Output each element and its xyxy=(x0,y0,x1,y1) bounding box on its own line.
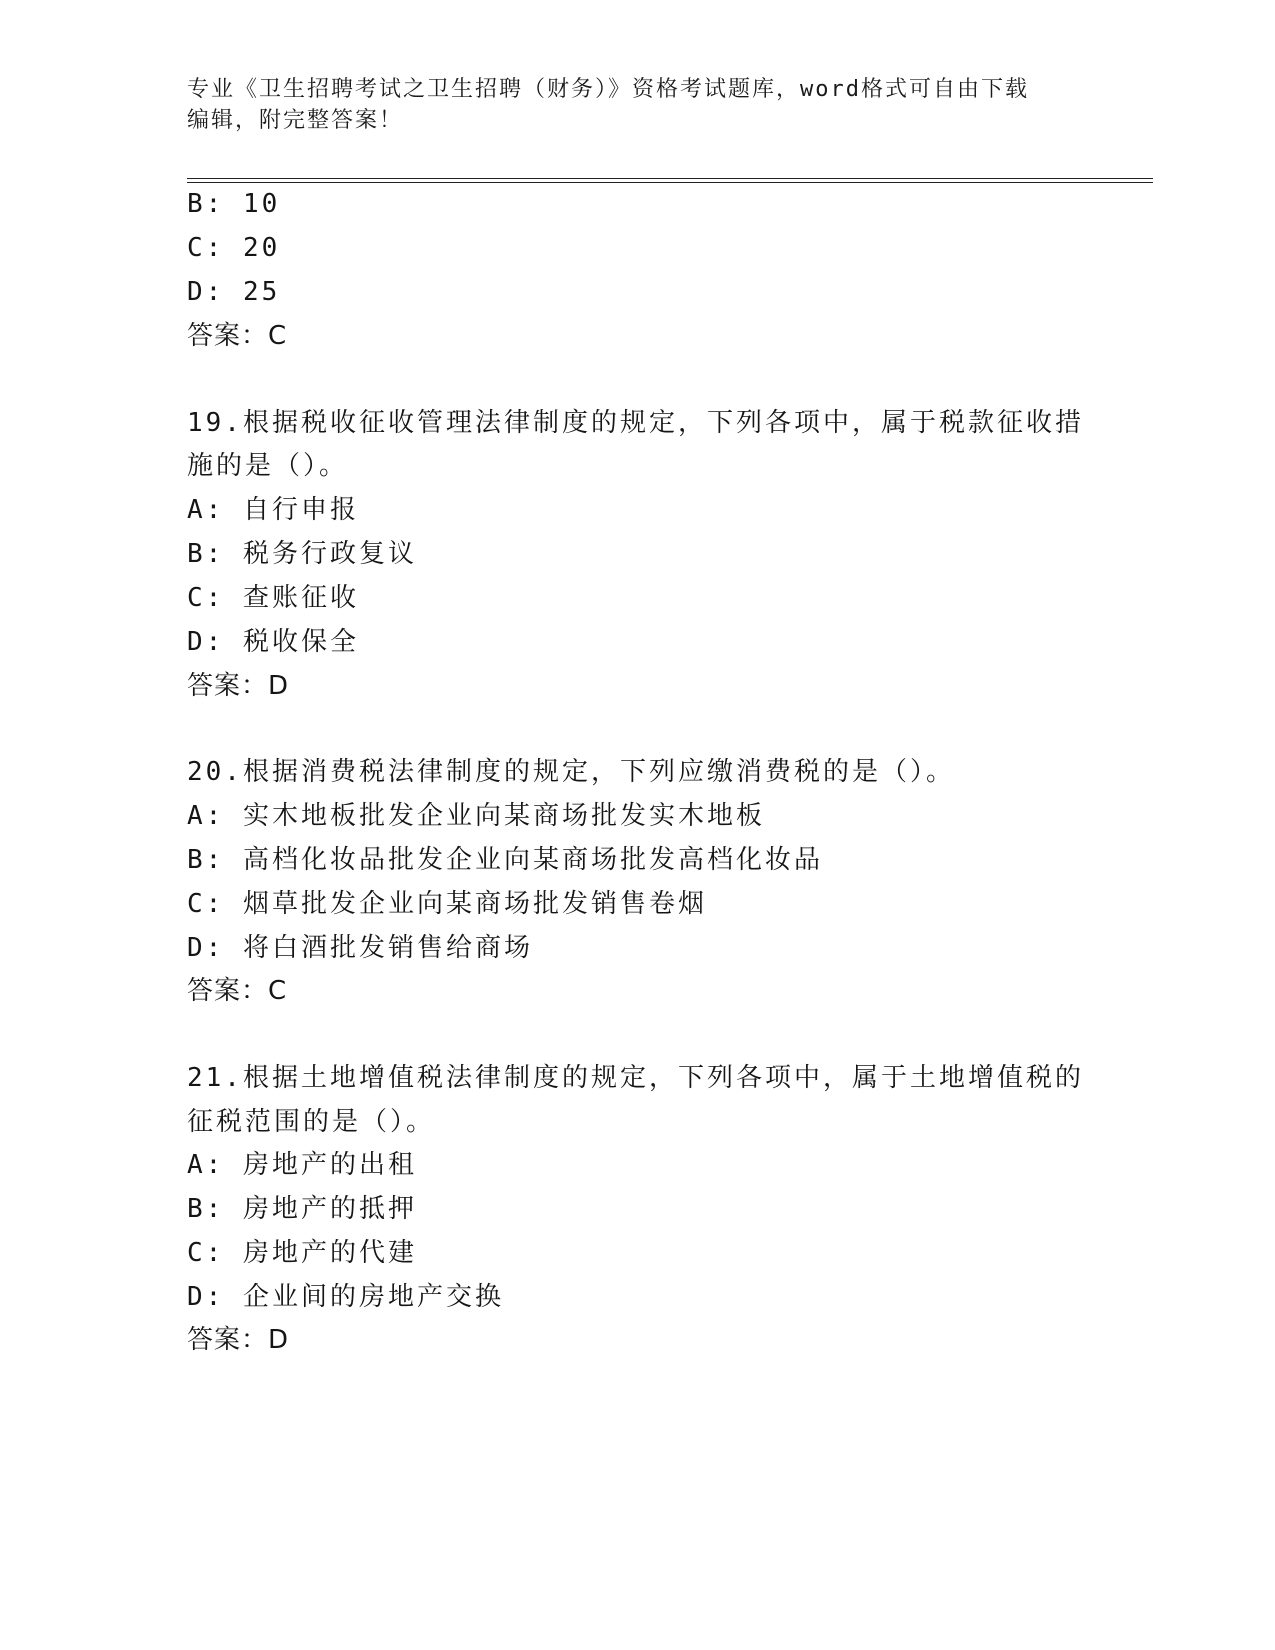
header-line-2: 编辑，附完整答案！ xyxy=(187,108,404,133)
q21-option-c: C: 房地产的代建 xyxy=(187,1238,417,1268)
q20-option-b: B: 高档化妆品批发企业向某商场批发高档化妆品 xyxy=(187,845,823,875)
q19-option-d: D: 税收保全 xyxy=(187,627,359,657)
q21-stem-line-2: 征税范围的是（）。 xyxy=(187,1107,436,1137)
q20-option-a: A: 实木地板批发企业向某商场批发实木地板 xyxy=(187,801,765,831)
q20-option-d: D: 将白酒批发销售给商场 xyxy=(187,933,533,963)
document-header xyxy=(187,74,1067,136)
q19-option-c: C: 查账征收 xyxy=(187,583,359,613)
q20-option-c: C: 烟草批发企业向某商场批发销售卷烟 xyxy=(187,889,707,919)
q20-stem-line-1: 20.根据消费税法律制度的规定，下列应缴消费税的是（）。 xyxy=(187,757,955,787)
q21-stem-line-1: 21.根据土地增值税法律制度的规定，下列各项中，属于土地增值税的 xyxy=(187,1063,1084,1093)
header-line-1: 专业《卫生招聘考试之卫生招聘（财务）》资格考试题库，word格式可自由下载 xyxy=(187,77,1029,102)
q21-answer: 答案：D xyxy=(187,1325,290,1355)
prev-option-b: B: 10 xyxy=(187,189,281,219)
q20-answer: 答案：C xyxy=(187,976,288,1006)
prev-option-c: C: 20 xyxy=(187,233,281,263)
q19-stem-line-2: 施的是（）。 xyxy=(187,451,349,481)
q21-option-a: A: 房地产的出租 xyxy=(187,1150,417,1180)
q19-answer: 答案：D xyxy=(187,671,290,701)
header-divider xyxy=(187,178,1153,183)
q19-option-b: B: 税务行政复议 xyxy=(187,539,417,569)
prev-option-d: D: 25 xyxy=(187,277,281,307)
prev-answer: 答案：C xyxy=(187,321,288,351)
q19-stem-line-1: 19.根据税收征收管理法律制度的规定，下列各项中，属于税款征收措 xyxy=(187,408,1084,438)
q19-option-a: A: 自行申报 xyxy=(187,495,359,525)
q21-option-d: D: 企业间的房地产交换 xyxy=(187,1282,504,1312)
q21-option-b: B: 房地产的抵押 xyxy=(187,1194,417,1224)
